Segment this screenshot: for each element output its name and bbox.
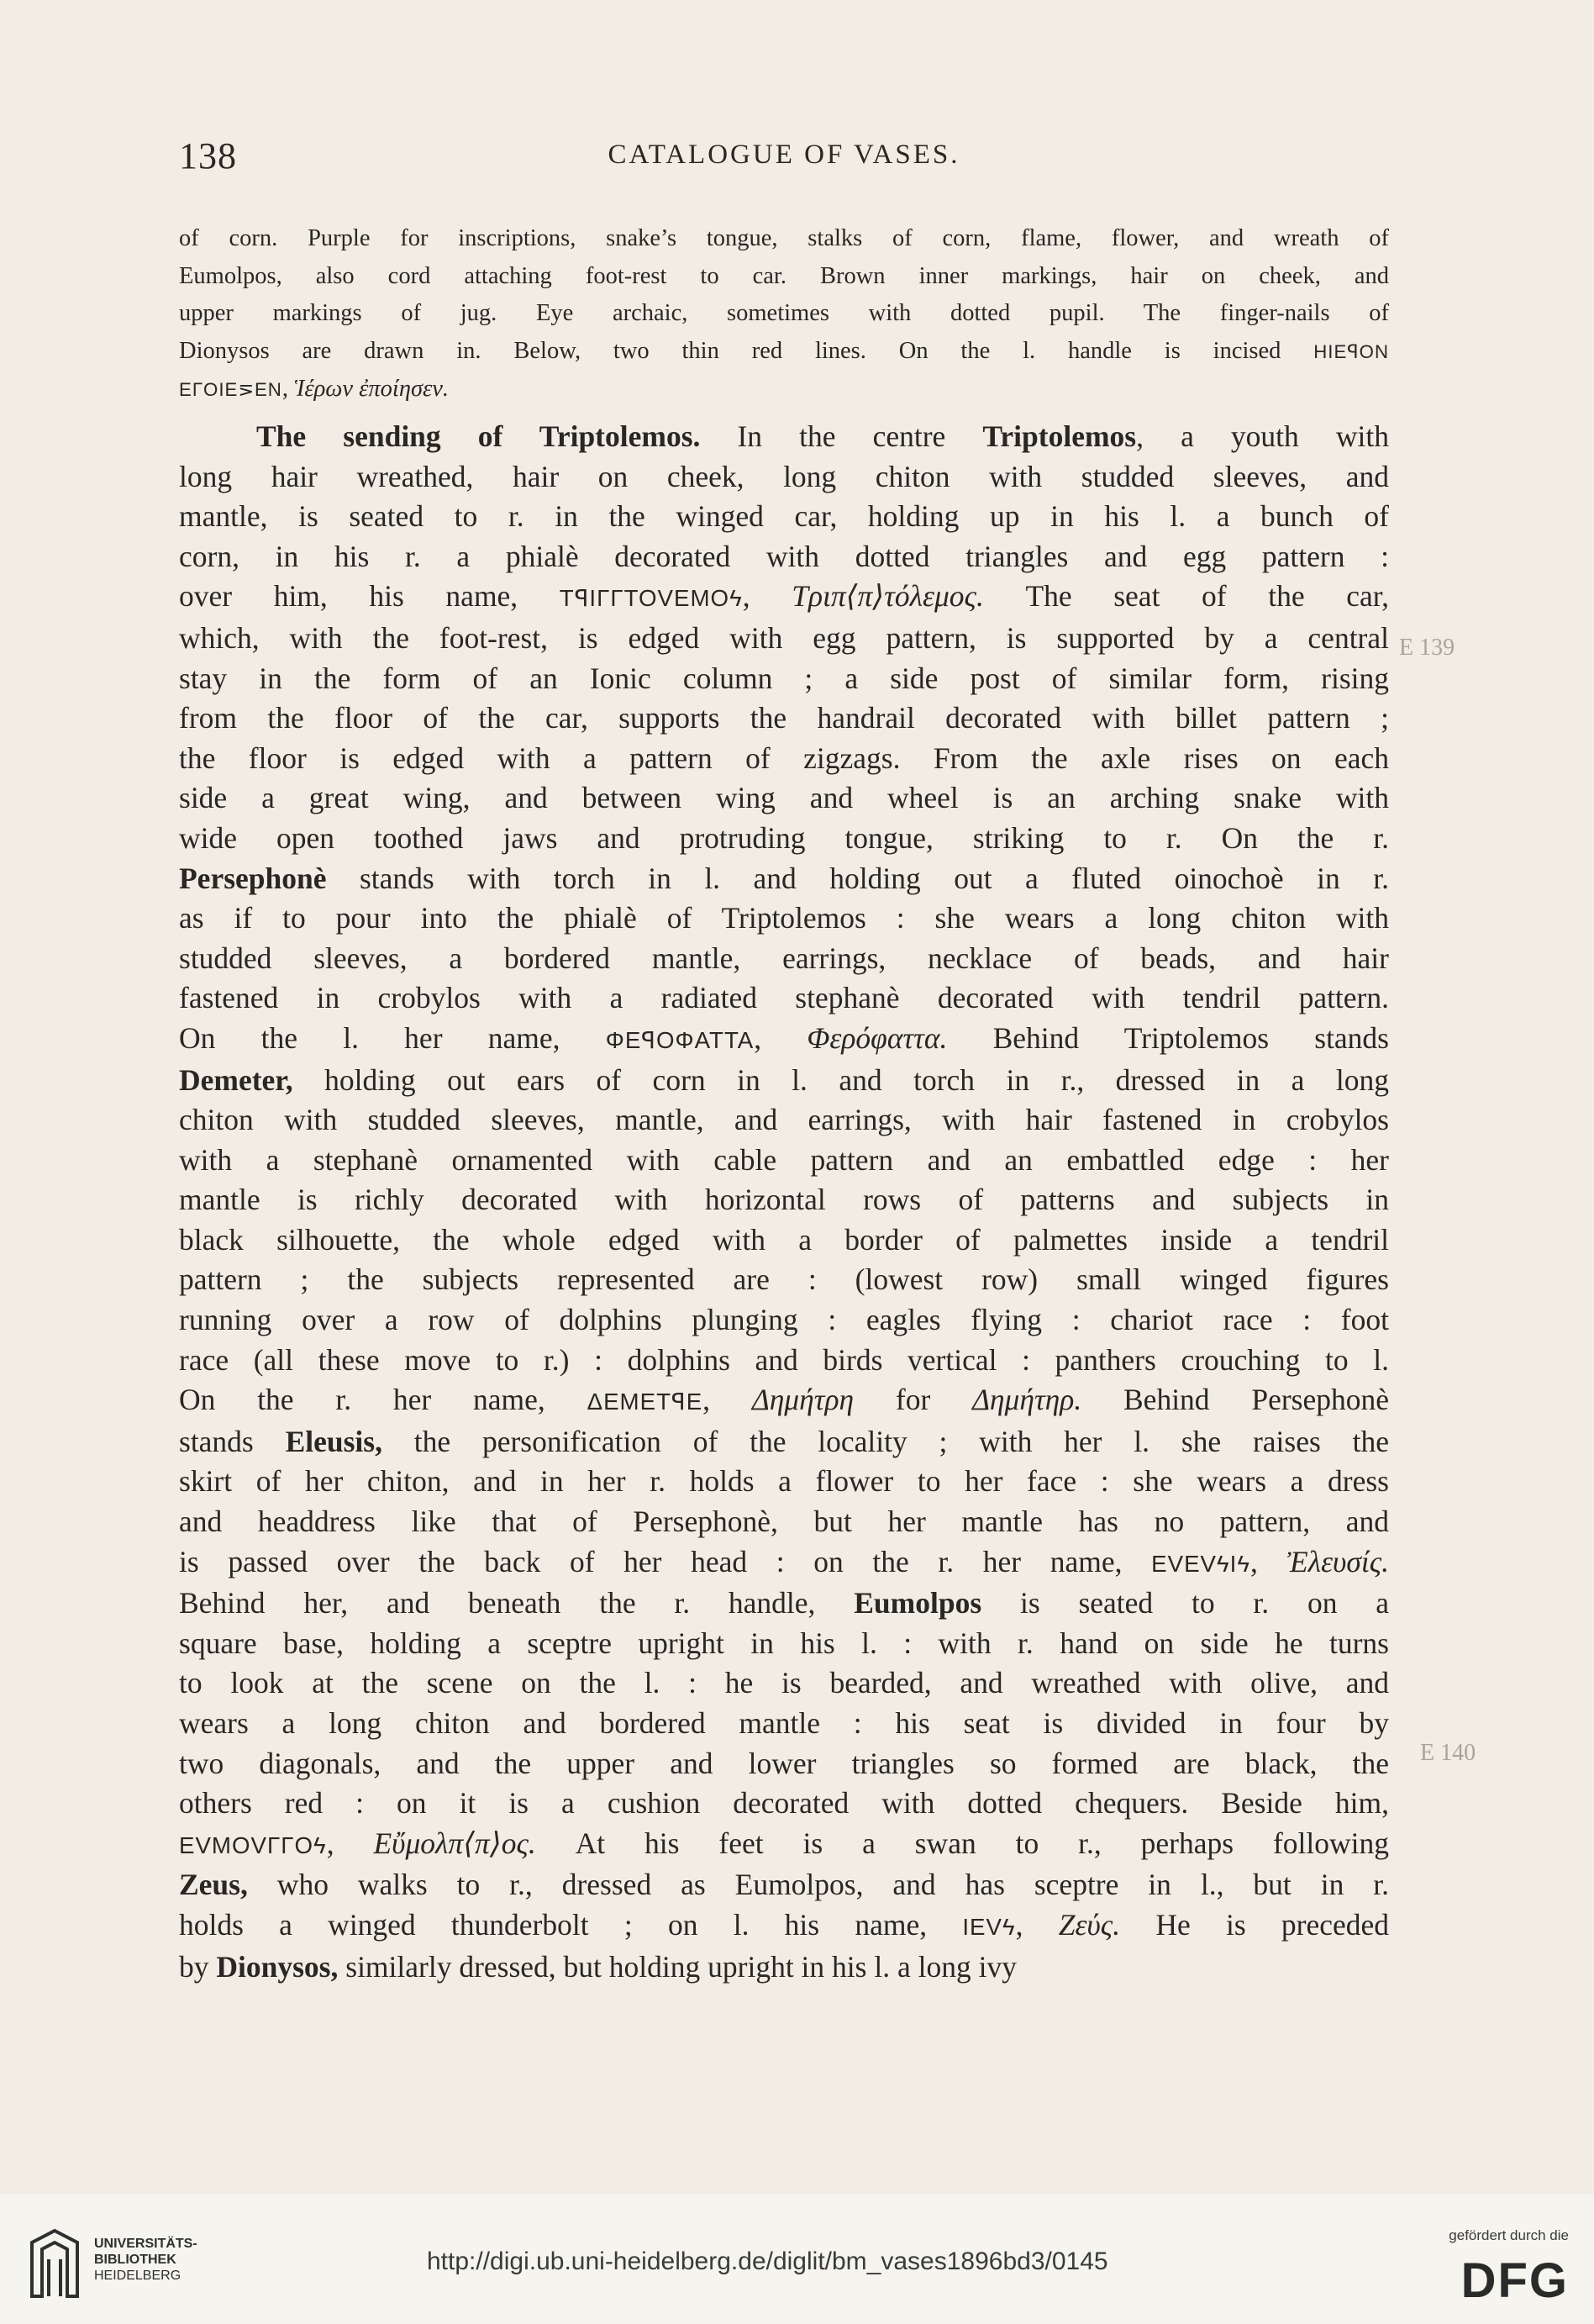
- note-line: [179, 333, 1389, 372]
- figure-name: Zeus,: [179, 1868, 248, 1902]
- text-run: as if to pour into the phialè of Triptolemos : she wears a long chiton with: [179, 901, 1389, 935]
- text-run: ,: [742, 579, 792, 614]
- text-run: On the l. her name,: [179, 1020, 606, 1055]
- text-run: At his feet is a swan to r., perhaps following: [535, 1826, 1389, 1860]
- greek-transcription: Τριπ⟨π⟩τόλεμος.: [792, 579, 984, 614]
- text-run: black silhouette, the whole edged with a border of palmettes inside a tendril: [179, 1222, 1389, 1257]
- text-run: by: [179, 1949, 217, 1984]
- margin-mark-e140: E 140: [1420, 1740, 1476, 1766]
- text-run: two diagonals, and the upper and lower triangles so formed are black, the: [179, 1746, 1389, 1780]
- description-line: [179, 1462, 1389, 1502]
- figure-name: Eleusis,: [285, 1424, 382, 1458]
- description-line: [179, 1905, 1389, 1947]
- page-header: [179, 134, 1389, 177]
- text-run: side a great wing, and between wing and wheel is an arching snake with: [179, 781, 1389, 815]
- description-line: [179, 1019, 1389, 1061]
- text-run: wide open toothed jaws and protruding tongue, striking to r. On the r.: [179, 820, 1389, 855]
- text-run: ,: [1015, 1907, 1059, 1942]
- description-line: [179, 1100, 1389, 1141]
- text-run: studded sleeves, a bordered mantle, earrings, necklace of beads, and hair: [179, 941, 1389, 975]
- source-url-link[interactable]: http://digi.ub.uni-heidelberg.de/diglit/bm_vases1896bd3/0145: [427, 2248, 1108, 2275]
- text-run: over him, his name,: [179, 579, 560, 614]
- dfg-logo: DFG: [1460, 2253, 1569, 2308]
- description-line: [179, 1061, 1389, 1101]
- description-line: [179, 1141, 1389, 1181]
- description-line: [179, 778, 1389, 819]
- text-run: which, with the foot-rest, is edged with egg pattern, is supported by a central: [179, 620, 1389, 655]
- description-line: [179, 859, 1389, 899]
- text-run: In the centre: [700, 419, 983, 453]
- description-line: [179, 1542, 1389, 1584]
- greek-inscription: ΙEVϟ: [962, 1913, 1016, 1940]
- text-run: others red : on it is a cushion decorated with dotted chequers. Beside him,: [179, 1786, 1389, 1821]
- text-run: ,: [281, 376, 295, 402]
- description-line: [179, 739, 1389, 779]
- text-run: holding out ears of corn in l. and torch in r., dressed in a long: [292, 1062, 1389, 1097]
- margin-mark-e139: E 139: [1399, 635, 1455, 661]
- greek-inscription: HIEꟼON: [1313, 340, 1389, 362]
- figure-name: Triptolemos: [982, 419, 1137, 453]
- text-run: with a stephanè ornamented with cable pattern and an embattled edge : her: [179, 1142, 1389, 1177]
- description-line: [179, 1824, 1389, 1866]
- text-run: race (all these move to r.) : dolphins and birds vertical : panthers crouching to l.: [179, 1342, 1389, 1377]
- text-run: Eumolpos, also cord attaching foot-rest to car. Brown inner markings, hair on cheek, and: [179, 262, 1389, 289]
- text-run: ,: [702, 1383, 752, 1417]
- greek-inscription: TꟼIΓΓTOVEMOϟ: [559, 585, 743, 612]
- library-name-line1: UNIVERSITÄTS-: [94, 2237, 197, 2251]
- figure-name: Persephonè: [179, 861, 327, 895]
- description-line: [179, 1663, 1389, 1704]
- text-run: stands: [179, 1424, 286, 1458]
- description-line: [179, 457, 1389, 498]
- text-run: is seated to r. on a: [981, 1586, 1389, 1620]
- figure-name: Demeter,: [179, 1062, 293, 1097]
- text-run: square base, holding a sceptre upright in his l. : with r. hand on side he turns: [179, 1626, 1389, 1660]
- note-line: [179, 295, 1389, 333]
- description-line: [179, 1180, 1389, 1220]
- text-run: is passed over the back of her head : on the r. her name,: [179, 1544, 1152, 1578]
- text-run: pattern ; the subjects represented are : (lowest row) small winged figures: [179, 1262, 1389, 1297]
- text-run: of corn. Purple for inscriptions, snake’s tongue, stalks of corn, flame, flower, and wreath of: [179, 225, 1389, 251]
- text-run: Behind her, and beneath the r. handle,: [179, 1586, 855, 1620]
- library-name-line3: HEIDELBERG: [94, 2269, 181, 2283]
- text-run: mantle is richly decorated with horizontal rows of patterns and subjects in: [179, 1183, 1389, 1217]
- text-run: similarly dressed, but holding upright in his l. a long ivy: [338, 1949, 1017, 1984]
- note-line: [179, 371, 1389, 409]
- text-run: holds a winged thunderbolt ; on l. his name,: [179, 1907, 963, 1942]
- text-run: He is preceded: [1120, 1907, 1389, 1942]
- description-line: [179, 497, 1389, 537]
- greek-transcription: Ζεύς.: [1058, 1907, 1121, 1942]
- text-run: the personification of the locality ; with her l. she raises the: [381, 1424, 1389, 1458]
- greek-transcription: Ἱέρων ἐποίησεν.: [294, 376, 450, 402]
- description-line: [179, 1502, 1389, 1542]
- funded-by-label: gefördert durch die: [1449, 2227, 1569, 2243]
- text-run: for: [854, 1383, 973, 1417]
- description-line: [179, 698, 1389, 739]
- description-line: [179, 619, 1389, 659]
- greek-transcription: Ἐλευσίς.: [1286, 1544, 1389, 1578]
- text-run: The seat of the car,: [983, 579, 1389, 614]
- page-number: 138: [179, 135, 237, 177]
- greek-inscription: EΓOIE⋝EN: [179, 379, 282, 400]
- description-line: [179, 1704, 1389, 1744]
- note-line: [179, 258, 1389, 296]
- library-name: [94, 2236, 197, 2284]
- text-run: from the floor of the car, supports the handrail decorated with billet pattern ;: [179, 701, 1389, 735]
- description-line: [179, 537, 1389, 577]
- description-line: [179, 819, 1389, 859]
- text-run: chiton with studded sleeves, mantle, and earrings, with hair fastened in crobylos: [179, 1103, 1389, 1137]
- main-description: [179, 417, 1389, 1987]
- figure-name: Dionysos,: [216, 1949, 339, 1984]
- description-line: [179, 978, 1389, 1019]
- text-run: stands with torch in l. and holding out a fluted oinochoè in r.: [326, 861, 1389, 895]
- description-line: [179, 1744, 1389, 1784]
- text-run: mantle, is seated to r. in the winged car, holding up in his l. a bunch of: [179, 499, 1389, 534]
- description-line: [179, 1865, 1389, 1905]
- description-line: [179, 1220, 1389, 1261]
- text-run: the floor is edged with a pattern of zigzags. From the axle rises on each: [179, 740, 1389, 775]
- text-run: , a youth with: [1136, 419, 1389, 453]
- greek-transcription: Δημήτηρ.: [972, 1383, 1082, 1417]
- text-run: ,: [1250, 1544, 1287, 1578]
- description-line: [179, 1422, 1389, 1462]
- description-line: [179, 417, 1389, 457]
- description-line: [179, 1584, 1389, 1624]
- text-run: upper markings of jug. Eye archaic, sometimes with dotted pupil. The finger-nails of: [179, 300, 1389, 326]
- text-run: Dionysos are drawn in. Below, two thin red lines. On the l. handle is incised: [179, 337, 1314, 364]
- description-line: [179, 1624, 1389, 1664]
- text-run: On the r. her name,: [179, 1383, 587, 1417]
- text-run: who walks to r., dressed as Eumolpos, and has sceptre in l., but in r.: [247, 1868, 1389, 1902]
- text-run: long hair wreathed, hair on cheek, long chiton with studded sleeves, and: [179, 459, 1389, 493]
- text-run: Behind Persephonè: [1081, 1383, 1389, 1417]
- greek-transcription: Φερόφαττα.: [807, 1020, 948, 1055]
- figure-name: The sending of Triptolemos.: [256, 419, 701, 453]
- description-line: [179, 1341, 1389, 1381]
- greek-transcription: Δημήτρη: [751, 1383, 855, 1417]
- text-run: skirt of her chiton, and in her r. holds a flower to her face : she wears a dress: [179, 1464, 1389, 1499]
- library-logo-icon: [25, 2226, 84, 2301]
- text-run: and headdress like that of Persephonè, but her mantle has no pattern, and: [179, 1505, 1389, 1539]
- footer: [0, 2194, 1594, 2324]
- text-run: running over a row of dolphins plunging : eagles flying : chariot race : foot: [179, 1303, 1389, 1337]
- description-line: [179, 1300, 1389, 1341]
- description-line: [179, 659, 1389, 699]
- text-run: corn, in his r. a phialè decorated with dotted triangles and egg pattern :: [179, 539, 1389, 573]
- figure-name: Eumolpos: [854, 1586, 982, 1620]
- greek-transcription: Εὔμολπ⟨π⟩ος.: [373, 1826, 536, 1860]
- greek-inscription: ΦEꟼOΦATTA: [605, 1026, 755, 1053]
- description-line: [179, 577, 1389, 619]
- running-head: CATALOGUE OF VASES.: [608, 140, 960, 170]
- description-line: [179, 939, 1389, 979]
- library-name-line2: BIBLIOTHEK: [94, 2253, 176, 2267]
- text-run: to look at the scene on the l. : he is bearded, and wreathed with olive, and: [179, 1666, 1389, 1700]
- text-run: stay in the form of an Ionic column ; a side post of similar form, rising: [179, 661, 1389, 695]
- description-line: [179, 1260, 1389, 1300]
- text-run: Behind Triptolemos stands: [947, 1020, 1389, 1055]
- description-line: [179, 1784, 1389, 1824]
- greek-inscription: ΔEMETꟼE: [587, 1389, 703, 1415]
- text-run: wears a long chiton and bordered mantle : his seat is divided in four by: [179, 1706, 1389, 1740]
- text-run: ,: [326, 1826, 374, 1860]
- text-run: fastened in crobylos with a radiated stephanè decorated with tendril pattern.: [179, 981, 1389, 1015]
- note-line: [179, 220, 1389, 258]
- description-line: [179, 899, 1389, 939]
- greek-inscription: EVEVϟIϟ: [1151, 1550, 1251, 1577]
- greek-inscription: EVMOVΓΓOϟ: [179, 1831, 327, 1858]
- description-line: [179, 1947, 1389, 1988]
- description-line: [179, 1380, 1389, 1422]
- text-run: ,: [754, 1020, 808, 1055]
- description-notes: [179, 220, 1389, 409]
